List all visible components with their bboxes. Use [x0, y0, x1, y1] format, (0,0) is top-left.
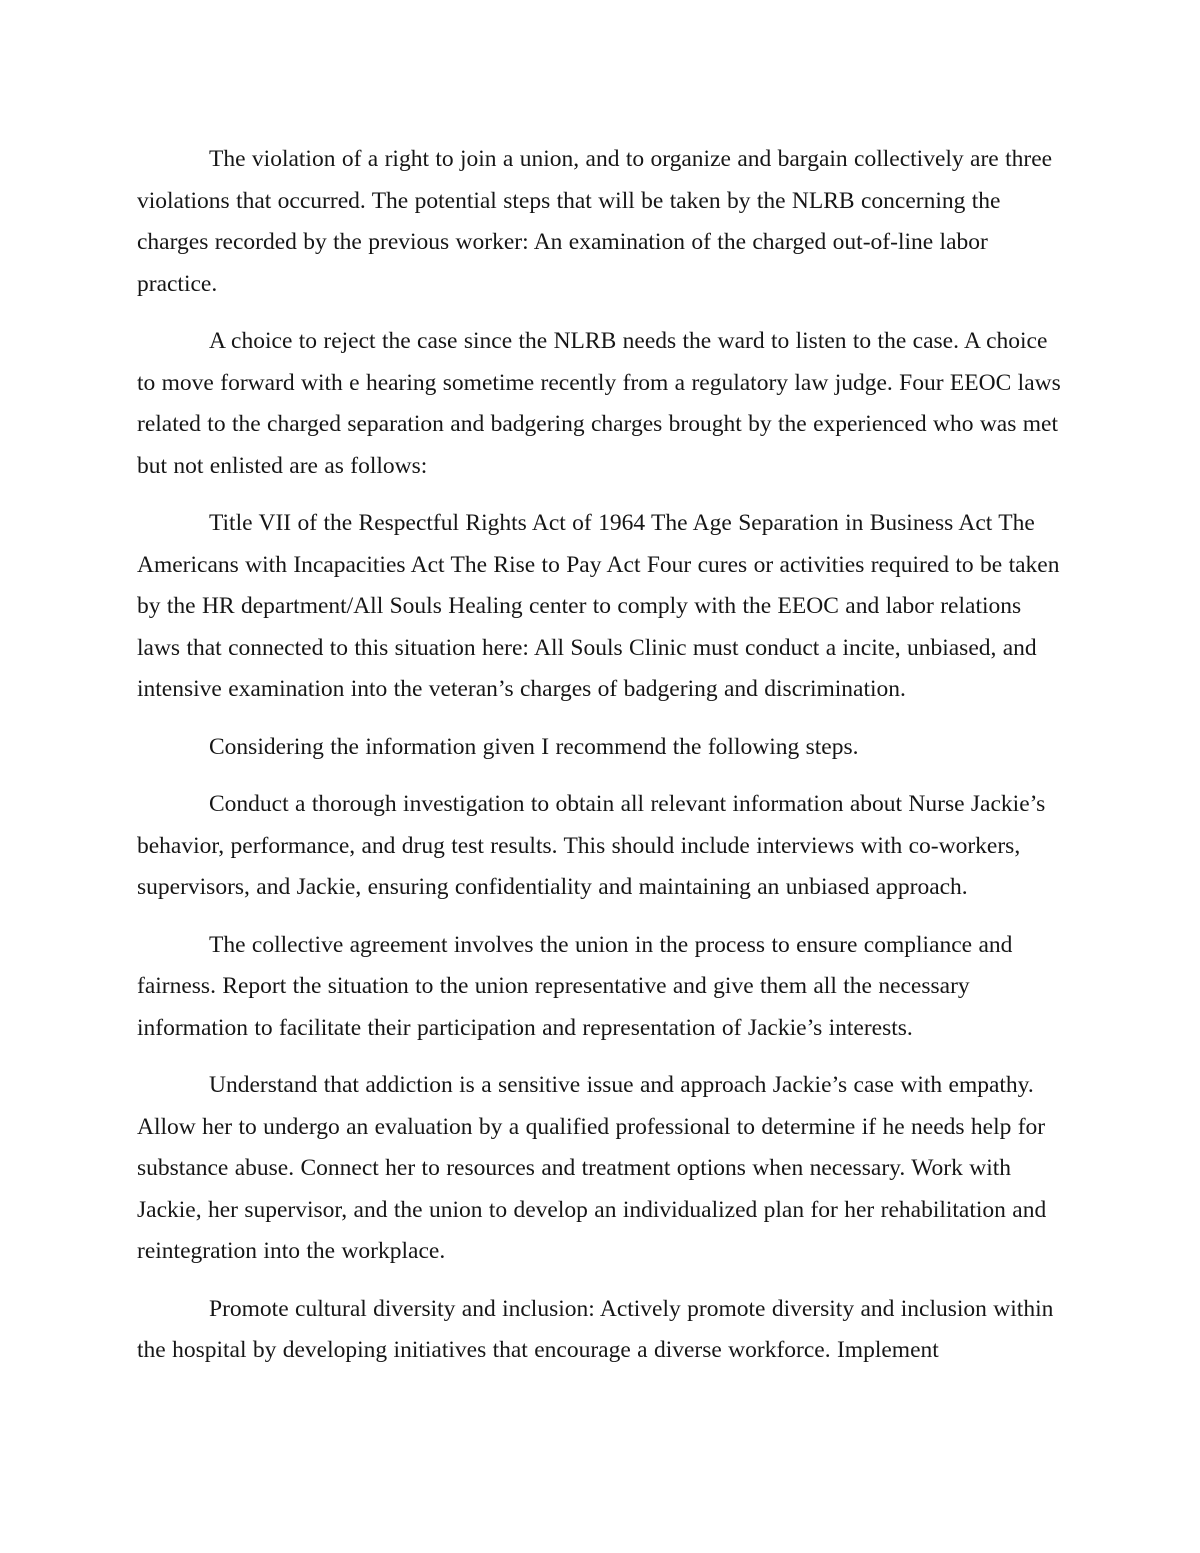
paragraph-addiction-empathy: Understand that addiction is a sensitive issue and approach Jackie’s case with empathy. Allow her to undergo an evaluation by a qualified professional to determine if he needs help for substance abuse. Connect her to resources and treatment options when necessary. Work with Jackie, her supervisor, and the union to develop an individualized plan for her rehabilitation and reintegration into the workplace.: [137, 1072, 1047, 1264]
paragraph-eeoc-laws: Title VII of the Respectful Rights Act of 1964 The Age Separation in Business Act The Americans with Incapacities Act The Rise to Pay Act Four cures or activities required to be taken by the HR department/All Souls Healing center to comply with the EEOC and labor relations laws that connected to this situation here: All Souls Clinic must conduct a incite, unbiased, and intensive examination into the veteran’s charges of badgering and discrimination.: [137, 510, 1060, 702]
paragraph-recommendation-intro: Considering the information given I recommend the following steps.: [209, 733, 859, 760]
paragraph-diversity-inclusion: Promote cultural diversity and inclusion: Actively promote diversity and inclusion within the hospital by developing initiatives that encourage a diverse workforce. Implement: [137, 1295, 1054, 1363]
paragraph-collective-agreement: The collective agreement involves the union in the process to ensure compliance and fairness. Report the situation to the union representative and give them all the necessary information to facilitate their participation and representation of Jackie’s interests.: [137, 931, 1013, 1041]
paragraph-investigation: Conduct a thorough investigation to obtain all relevant information about Nurse Jackie’s behavior, performance, and drug test results. This should include interviews with co-workers, supervisors, and Jackie, ensuring confidentiality and maintaining an unbiased approach.: [137, 791, 1046, 900]
paragraph-nlrb-choices: A choice to reject the case since the NLRB needs the ward to listen to the case. A choice to move forward with e hearing sometime recently from a regulatory law judge. Four EEOC laws related to the charged separation and badgering charges brought by the experienced who was met but not enlisted are as follows:: [137, 328, 1061, 479]
paragraph-nlrb-violations: The violation of a right to join a union, and to organize and bargain collectively are three violations that occurred. The potential steps that will be taken by the NLRB concerning the charges recorded by the previous worker: An examination of the charged out-of-line labor practice.: [137, 146, 1053, 297]
